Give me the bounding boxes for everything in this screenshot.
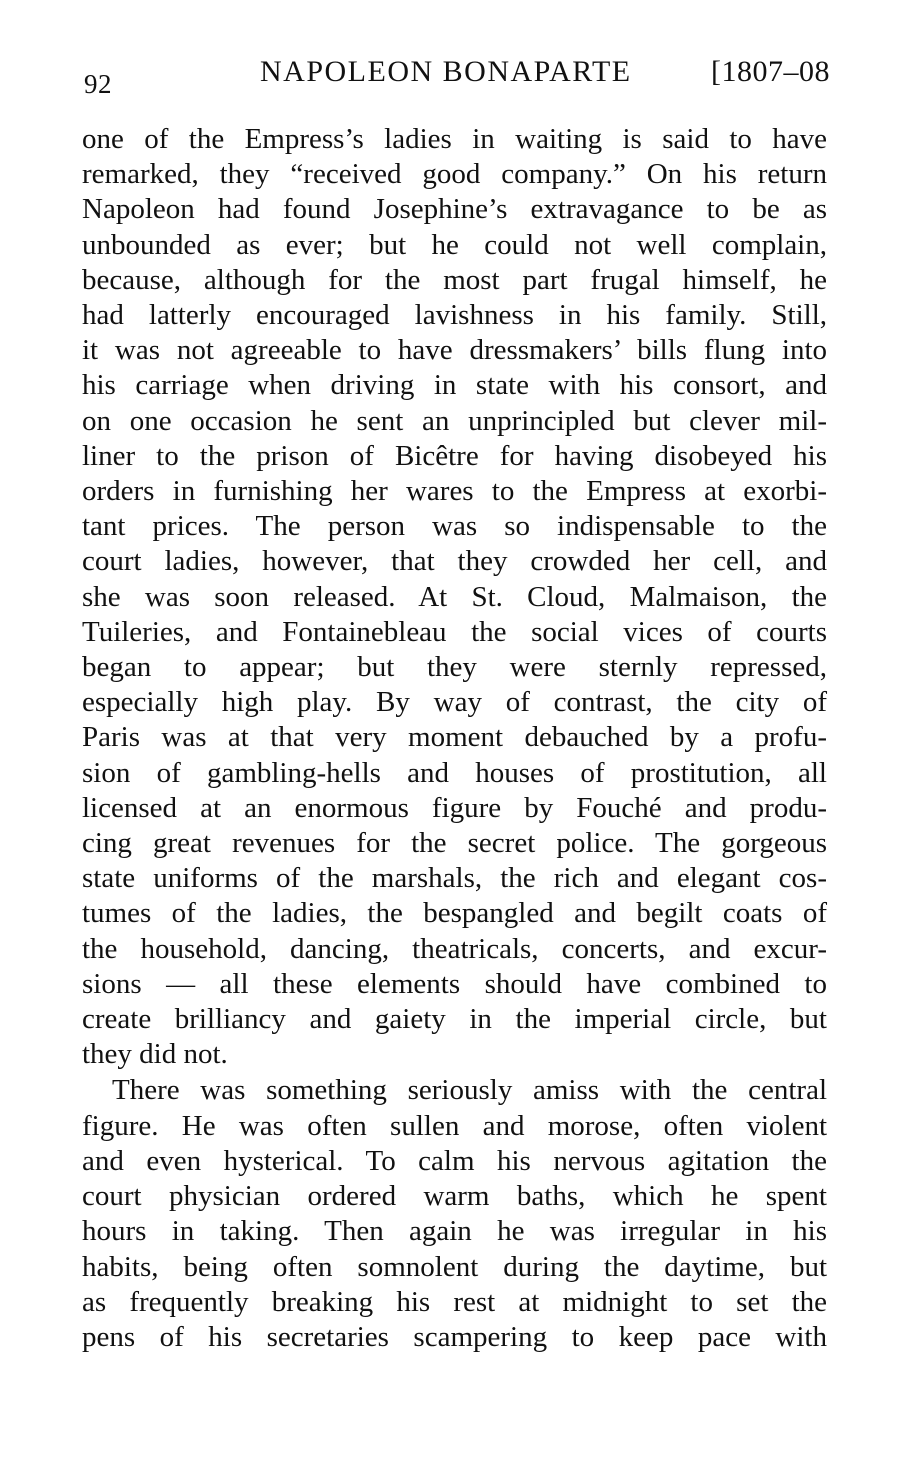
text-line: court ladies, however, that they crowded her cell, and xyxy=(82,545,827,578)
text-line: tumes of the ladies, the bespangled and begilt coats of xyxy=(82,897,827,930)
text-line: the household, dancing, theatricals, concerts, and excur- xyxy=(82,932,827,965)
body-text xyxy=(82,122,827,1355)
text-line: had latterly encouraged lavishness in his family. Still, xyxy=(82,299,827,332)
text-line: liner to the prison of Bicêtre for having disobeyed his xyxy=(82,439,827,472)
text-line: she was soon released. At St. Cloud, Malmaison, the xyxy=(82,580,827,613)
text-line: court physician ordered warm baths, which he spent xyxy=(82,1180,827,1213)
text-line: because, although for the most part frugal himself, he xyxy=(82,263,827,296)
page-number: 92 xyxy=(84,69,112,99)
text-line: licensed at an enormous figure by Fouché and produ- xyxy=(82,791,827,824)
running-title: NAPOLEON BONAPARTE xyxy=(260,55,632,88)
date-range: [1807–08 xyxy=(711,55,830,88)
page-header xyxy=(84,55,830,99)
text-line: create brilliancy and gaiety in the imperial circle, but xyxy=(82,1003,827,1036)
text-line: as frequently breaking his rest at midnight to set the xyxy=(82,1285,827,1318)
text-line: remarked, they “received good company.” On his return xyxy=(82,158,827,191)
text-line: on one occasion he sent an unprincipled but clever mil- xyxy=(82,404,827,437)
text-line: hours in taking. Then again he was irregular in his xyxy=(82,1215,827,1248)
text-line: began to appear; but they were sternly repressed, xyxy=(82,651,827,684)
text-line: and even hysterical. To calm his nervous agitation the xyxy=(82,1144,827,1177)
text-line: especially high play. By way of contrast, the city of xyxy=(82,686,827,719)
text-line: Napoleon had found Josephine’s extravagance to be as xyxy=(82,193,827,226)
text-line: Paris was at that very moment debauched by a profu- xyxy=(82,721,827,754)
text-line: state uniforms of the marshals, the rich and elegant cos- xyxy=(82,862,827,895)
paragraph-1 xyxy=(82,122,827,1072)
text-line: figure. He was often sullen and morose, often violent xyxy=(82,1109,827,1142)
text-line: orders in furnishing her wares to the Empress at exorbi- xyxy=(82,475,827,508)
text-line: There was something seriously amiss with the central xyxy=(112,1074,827,1107)
text-line: cing great revenues for the secret police. The gorgeous xyxy=(82,827,827,860)
text-line: Tuileries, and Fontainebleau the social vices of courts xyxy=(82,615,827,648)
text-line: sion of gambling-hells and houses of prostitution, all xyxy=(82,756,827,789)
text-line: sions — all these elements should have combined to xyxy=(82,967,827,1000)
text-line: tant prices. The person was so indispensable to the xyxy=(82,510,827,543)
text-line: pens of his secretaries scampering to keep pace with xyxy=(82,1320,827,1353)
text-line: it was not agreeable to have dressmakers’ bills flung into xyxy=(82,334,827,367)
text-line: they did not. xyxy=(82,1038,228,1071)
text-line: his carriage when driving in state with his consort, and xyxy=(82,369,827,402)
text-line: unbounded as ever; but he could not well complain, xyxy=(82,228,827,261)
text-line: habits, being often somnolent during the daytime, but xyxy=(82,1250,827,1283)
paragraph-2 xyxy=(82,1073,827,1355)
text-line: one of the Empress’s ladies in waiting is said to have xyxy=(82,123,827,155)
